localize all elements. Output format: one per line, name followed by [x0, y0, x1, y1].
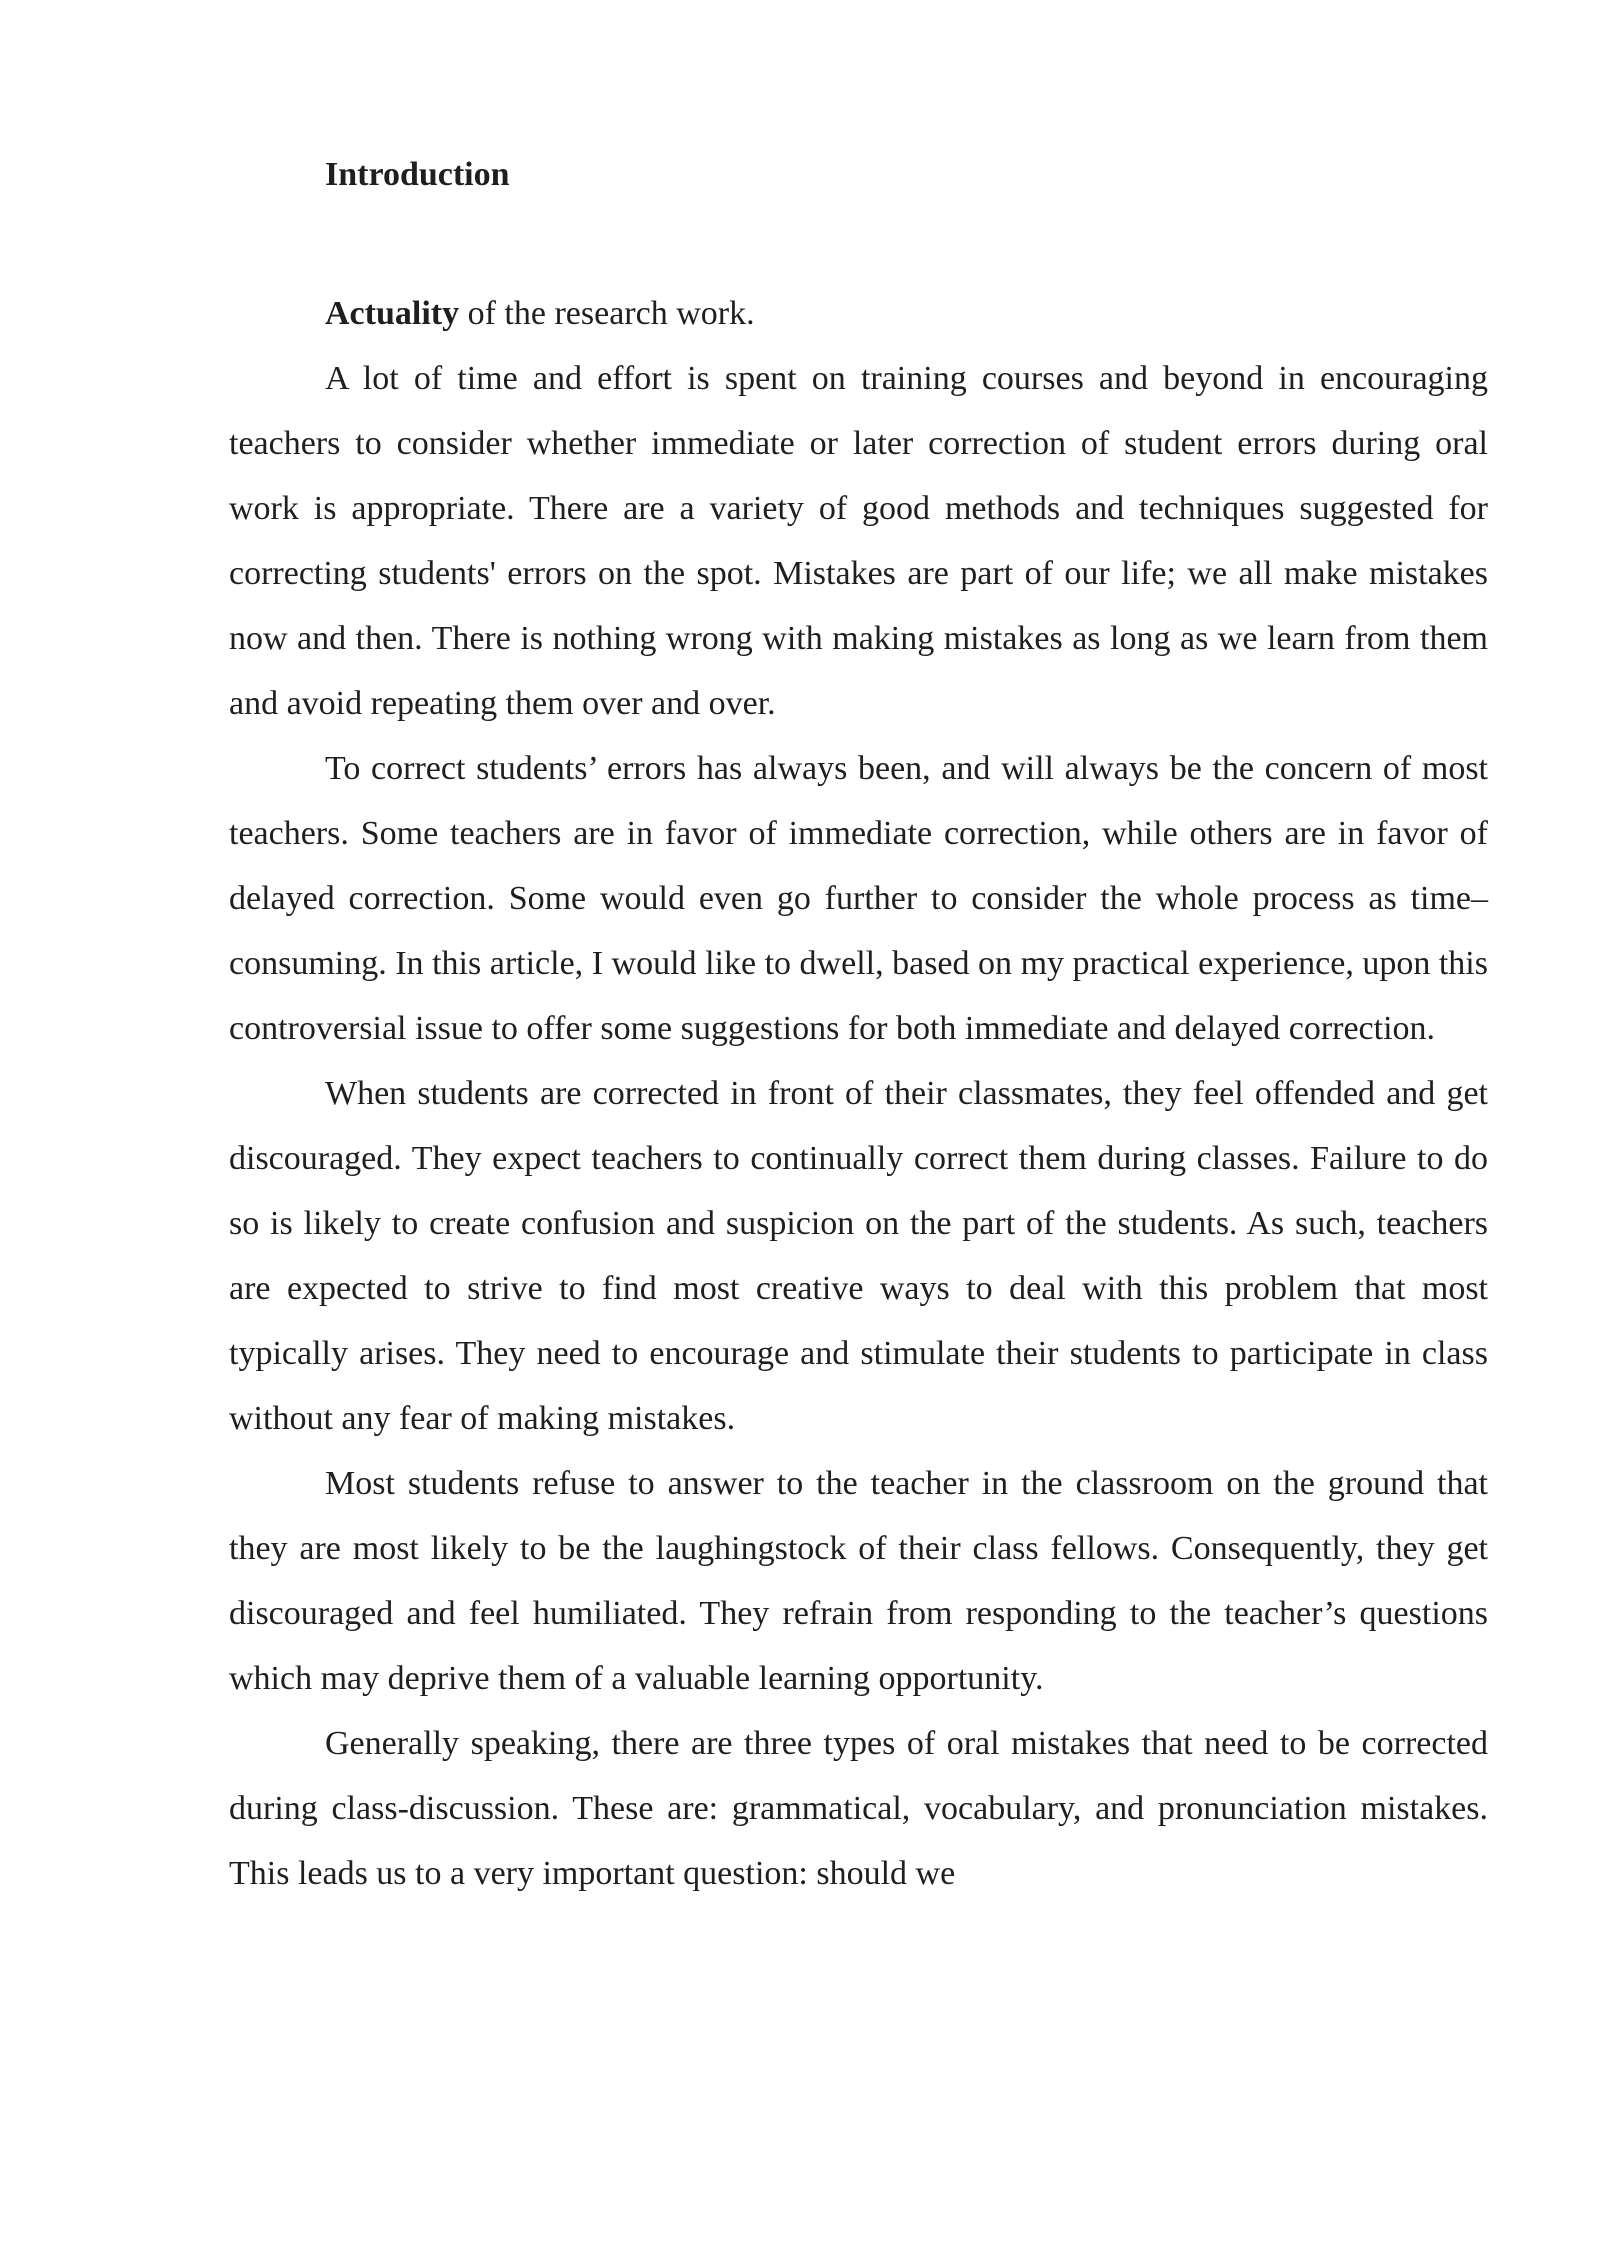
document-page: [229, 150, 1488, 1906]
section-heading: Introduction: [325, 156, 510, 193]
actuality-text: of the research work.: [459, 295, 755, 332]
paragraph-5: Generally speaking, there are three types of oral mistakes that need to be corrected during class-discussion. These are: grammatical, vocabulary, and pronunciation mistakes. This leads us to a very important question: should we: [229, 1725, 1488, 1892]
actuality-line: [229, 281, 1488, 346]
paragraph-3: When students are corrected in front of their classmates, they feel offended and get discouraged. They expect teachers to continually correct them during classes. Failure to do so is likely to create confusion and suspicion on the part of the students. As such, teachers are expected to strive to find most creative ways to deal with this problem that most typically arises. They need to encourage and stimulate their students to participate in class without any fear of making mistakes.: [229, 1075, 1488, 1437]
actuality-label: Actuality: [325, 295, 460, 332]
paragraph-2: To correct students’ errors has always been, and will always be the concern of most teachers. Some teachers are in favor of immediate correction, while others are in favor of delayed correction. Some would even go further to consider the whole process as time–consuming. In this article, I would like to dwell, based on my practical experience, upon this controversial issue to offer some suggestions for both immediate and delayed correction.: [229, 750, 1488, 1047]
paragraph-1: A lot of time and effort is spent on training courses and beyond in encouraging teachers to consider whether immediate or later correction of student errors during oral work is appropriate. There are a variety of good methods and techniques suggested for correcting students' errors on the spot. Mistakes are part of our life; we all make mistakes now and then. There is nothing wrong with making mistakes as long as we learn from them and avoid repeating them over and over.: [229, 360, 1488, 722]
paragraph-4: Most students refuse to answer to the teacher in the classroom on the ground that they are most likely to be the laughingstock of their class fellows. Consequently, they get discouraged and feel humiliated. They refrain from responding to the teacher’s questions which may deprive them of a valuable learning opportunity.: [229, 1465, 1488, 1697]
